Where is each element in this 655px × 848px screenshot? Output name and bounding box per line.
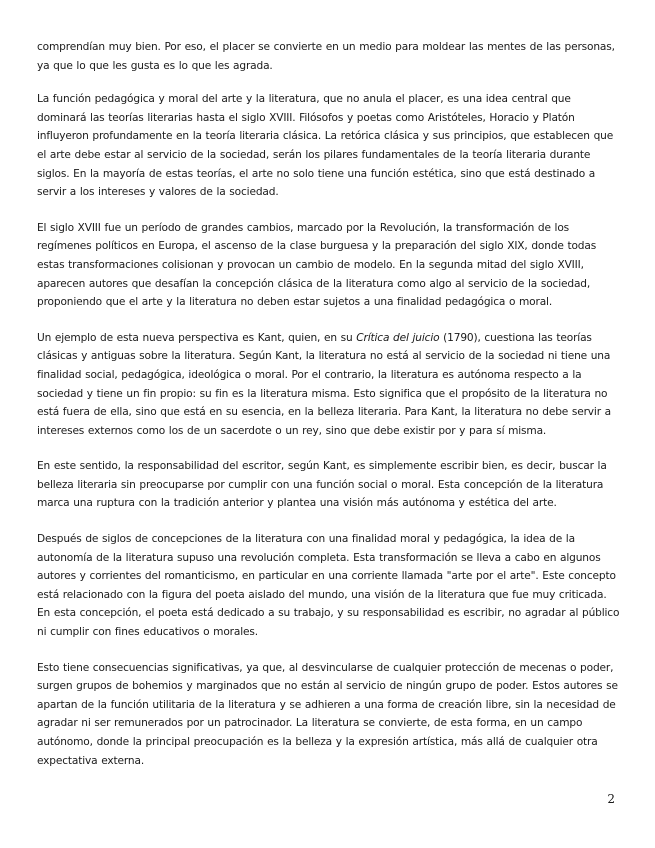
- book-title-critica-del-juicio: Crítica del juicio: [356, 331, 440, 344]
- paragraph-2: La función pedagógica y moral del arte y la literatura, que no anula el placer, es una idea central que dominará las teorías literarias hasta el siglo XVIII. Filósofos y poetas como Aristóteles, Horacio y Platón influyeron profundamente en la teoría literaria clásica. La retórica clásica y sus principios, que establecen que el arte debe estar al servicio de la sociedad, serán los pilares fundamentales de la teoría literaria durante siglos. En la mayoría de estas teorías, el arte no solo tiene una función estética, sino que está destinado a servir a los intereses y valores de la sociedad.: [37, 93, 614, 199]
- page-number: 2: [607, 792, 615, 806]
- paragraph-7: Esto tiene consecuencias significativas, ya que, al desvincularse de cualquier protección de mecenas o poder, surgen grupos de bohemios y marginados que no están al servicio de ningún grupo de poder. Estos autores se apartan de la función utilitaria de la literatura y se adhieren a una forma de creación libre, sin la necesidad de agradar ni ser remunerados por un patrocinador. La literatura se convierte, de esta forma, en un campo autónomo, donde la principal preocupación es la belleza y la expresión artística, más allá de cualquier otra expectativa externa.: [37, 661, 618, 767]
- paragraph-4-before: Un ejemplo de esta nueva perspectiva es Kant, quien, en su: [37, 331, 357, 344]
- paragraph-6: Después de siglos de concepciones de la literatura con una finalidad moral y pedagógica, la idea de la autonomía de la literatura supuso una revolución completa. Esta transformación se lleva a cabo en algunos autores y corrientes del romanticismo, en particular en una corriente llamada "arte por el arte". Este concepto está relacionado con la figura del poeta aislado del mundo, una visión de la literatura que fue muy criticada. En esta concepción, el poeta está dedicado a su trabajo, y su responsabilidad es escribir, no agradar al público ni cumplir con fines educativos o morales.: [37, 533, 620, 639]
- document-body: [37, 38, 620, 787]
- paragraph-1: comprendían muy bien. Por eso, el placer se convierte en un medio para moldear las mentes de las personas, ya que lo que les gusta es lo que les agrada.: [37, 41, 615, 72]
- paragraph-4-after: (1790), cuestiona las teorías clásicas y antiguas sobre la literatura. Según Kant, la literatura no está al servicio de la sociedad ni tiene una finalidad social, pedagógica, ideológica o moral. Por el contrario, la literatura es autónoma respecto a la sociedad y tiene un fin propio: su fin es la literatura misma. Esto significa que el propósito de la literatura no está fuera de ella, sino que está en su esencia, en la belleza literaria. Para Kant, la literatura no debe servir a intereses externos como los de un sacerdote o un rey, sino que debe existir por y para sí misma.: [37, 331, 611, 437]
- paragraph-3: El siglo XVIII fue un período de grandes cambios, marcado por la Revolución, la transformación de los regímenes políticos en Europa, el ascenso de la clase burguesa y la preparación del siglo XIX, donde todas estas transformaciones colisionan y provocan un cambio de modelo. En la segunda mitad del siglo XVIII, aparecen autores que desafían la concepción clásica de la literatura como algo al servicio de la sociedad, proponiendo que el arte y la literatura no deben estar sujetos a una finalidad pedagógica o moral.: [37, 221, 597, 309]
- paragraph-5: En este sentido, la responsabilidad del escritor, según Kant, es simplemente escribir bien, es decir, buscar la belleza literaria sin preocuparse por cumplir con una función social o moral. Esta concepción de la literatura marca una ruptura con la tradición anterior y plantea una visión más autónoma y estética del arte.: [37, 460, 607, 510]
- paragraph-4: [37, 329, 620, 441]
